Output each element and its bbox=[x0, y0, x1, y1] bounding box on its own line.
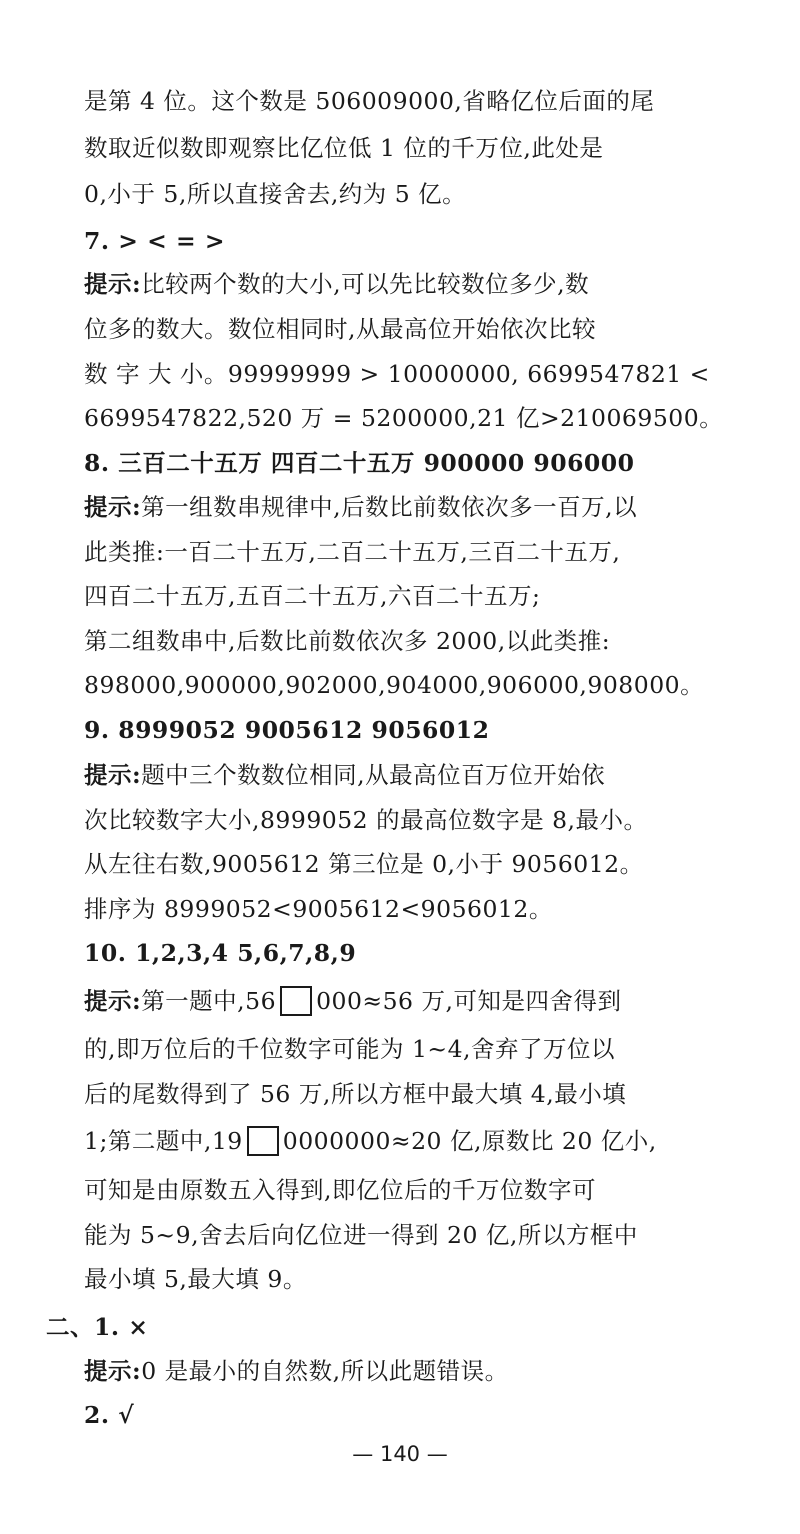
text-line: 6699547822,520 万 = 5200000,21 亿>210069500。 bbox=[84, 404, 724, 432]
hint-line bbox=[84, 492, 637, 522]
blank-box bbox=[247, 1126, 279, 1156]
page-number: — 140 — bbox=[352, 1442, 448, 1466]
text-line: 排序为 8999052<9005612<9056012。 bbox=[84, 895, 553, 923]
hint-text: 第一题中,56 bbox=[141, 987, 277, 1015]
hint-text: 题中三个数数位相同,从最高位百万位开始依 bbox=[141, 761, 606, 789]
text-line: 从左往右数,9005612 第三位是 0,小于 9056012。 bbox=[84, 850, 644, 878]
hint-line bbox=[84, 986, 621, 1016]
hint-label: 提示: bbox=[84, 761, 142, 789]
text-line: 第二组数串中,后数比前数依次多 2000,以此类推: bbox=[84, 627, 611, 655]
hint-text: 0 是最小的自然数,所以此题错误。 bbox=[141, 1357, 509, 1385]
text-line: 可知是由原数五入得到,即亿位后的千万位数字可 bbox=[84, 1176, 596, 1204]
hint-text: 第一组数串规律中,后数比前数依次多一百万,以 bbox=[141, 493, 638, 521]
hint-label: 提示: bbox=[84, 270, 142, 298]
answer-8: 8. 三百二十五万 四百二十五万 900000 906000 bbox=[84, 449, 635, 477]
text-line: 的,即万位后的千位数字可能为 1~4,舍弃了万位以 bbox=[84, 1035, 616, 1063]
text-line: 是第 4 位。这个数是 506009000,省略亿位后面的尾 bbox=[84, 87, 655, 115]
hint-text: 000≈56 万,可知是四舍得到 bbox=[316, 987, 622, 1015]
section-2-answer-2: 2. √ bbox=[84, 1401, 135, 1429]
hint-line bbox=[84, 269, 589, 299]
blank-box bbox=[280, 986, 312, 1016]
text-line: 数 字 大 小。99999999 > 10000000, 6699547821 < bbox=[84, 360, 710, 388]
answer-7: 7. > < = > bbox=[84, 227, 226, 255]
hint-label: 提示: bbox=[84, 987, 142, 1015]
text-line: 次比较数字大小,8999052 的最高位数字是 8,最小。 bbox=[84, 806, 648, 834]
text-line: 最小填 5,最大填 9。 bbox=[84, 1265, 307, 1293]
hint-text: 比较两个数的大小,可以先比较数位多少,数 bbox=[141, 270, 590, 298]
text-part: 0000000≈20 亿,原数比 20 亿小, bbox=[282, 1127, 657, 1155]
text-line: 位多的数大。数位相同时,从最高位开始依次比较 bbox=[84, 315, 596, 343]
hint-line bbox=[84, 760, 605, 790]
text-line: 0,小于 5,所以直接舍去,约为 5 亿。 bbox=[84, 180, 467, 208]
text-line: 此类推:一百二十五万,二百二十五万,三百二十五万, bbox=[84, 538, 621, 566]
hint-label: 提示: bbox=[84, 1357, 142, 1385]
text-line: 四百二十五万,五百二十五万,六百二十五万; bbox=[84, 582, 541, 610]
text-line: 能为 5~9,舍去后向亿位进一得到 20 亿,所以方框中 bbox=[84, 1221, 638, 1249]
text-line: 后的尾数得到了 56 万,所以方框中最大填 4,最小填 bbox=[84, 1080, 627, 1108]
text-line: 数取近似数即观察比亿位低 1 位的千万位,此处是 bbox=[84, 134, 604, 162]
answer-9: 9. 8999052 9005612 9056012 bbox=[84, 716, 490, 744]
answer-10: 10. 1,2,3,4 5,6,7,8,9 bbox=[84, 939, 357, 967]
hint-line bbox=[84, 1356, 509, 1386]
text-line: 898000,900000,902000,904000,906000,908000。 bbox=[84, 671, 705, 699]
hint-label: 提示: bbox=[84, 493, 142, 521]
section-2-answer-1: 二、1. × bbox=[46, 1313, 149, 1341]
text-part: 1;第二题中,19 bbox=[84, 1127, 243, 1155]
text-line bbox=[84, 1126, 657, 1156]
